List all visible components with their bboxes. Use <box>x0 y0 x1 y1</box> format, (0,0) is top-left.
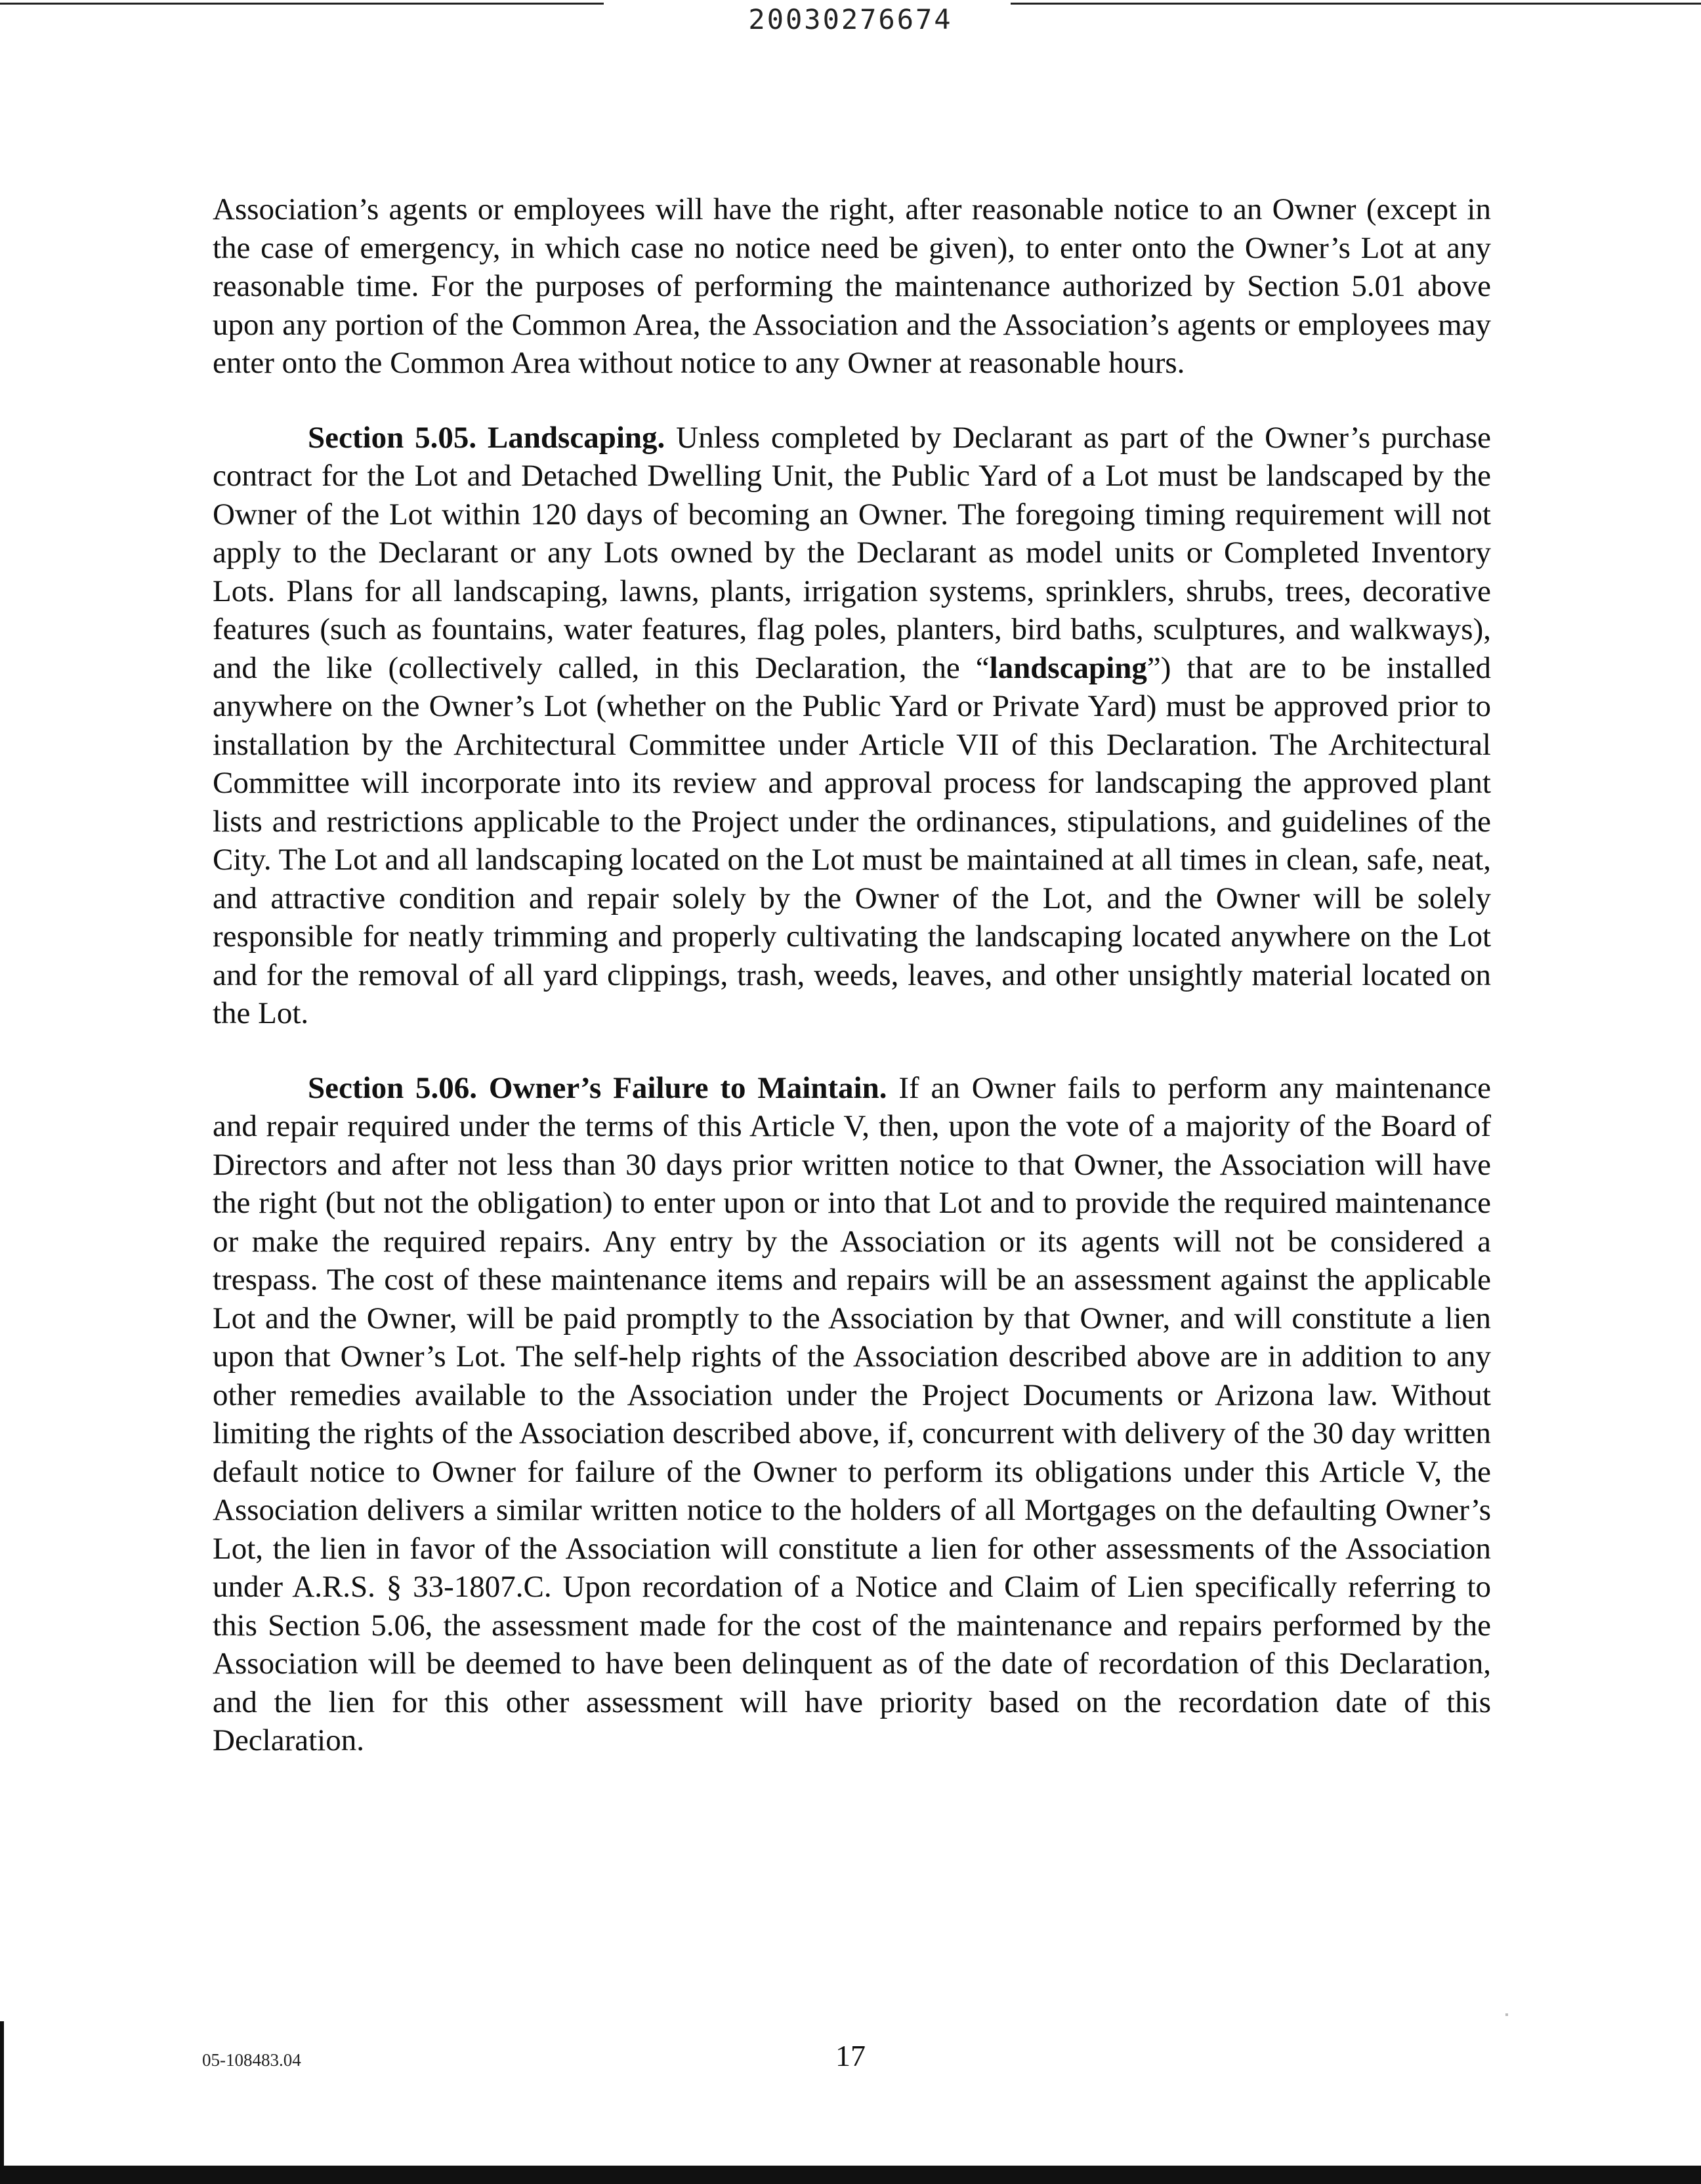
section-5-05-heading: Section 5.05. Landscaping. <box>308 420 665 455</box>
scan-bottom-edge <box>0 2166 1701 2184</box>
section-5-06-paragraph <box>213 1069 1491 1760</box>
document-body <box>213 190 1491 1796</box>
section-5-06-heading: Section 5.06. Owner’s Failure to Maintain. <box>308 1070 887 1105</box>
section-5-05-paragraph <box>213 419 1491 1033</box>
scan-left-edge <box>0 2021 4 2184</box>
defined-term-landscaping: landscaping <box>989 650 1147 685</box>
footer-document-code: 05-108483.04 <box>202 2050 301 2070</box>
section-5-05-text-part1: Unless completed by Declarant as part of the Owner’s purchase contract for the Lot and Detached Dwelling Unit, the Public Yard of a Lot must be landscaped by the Owner of the Lot within 120 days of becoming an Owner. The foregoing timing requirement will not apply to the Declarant or any Lots owned by the Declarant as model units or Completed Inventory Lots. Plans for all landscaping, lawns, plants, irrigation systems, sprinklers, shrubs, trees, decorative features (such as fountains, water features, flag poles, planters, bird baths, sculptures, and walkways), and the like (collectively called, in this Declaration, the “ <box>213 420 1492 685</box>
scan-speck <box>1505 2013 1508 2016</box>
continued-paragraph: Association’s agents or employees will have the right, after reasonable notice to an Owner (except in the case of emergency, in which case no notice need be given), to enter onto the Owner’s Lot at any reasonable time. For the purposes of performing the maintenance authorized by Section 5.01 above upon any portion of the Common Area, the Association and the Association’s agents or employees may enter onto the Common Area without notice to any Owner at reasonable hours. <box>213 192 1491 380</box>
recording-number: 20030276674 <box>748 3 953 35</box>
section-5-06-text: If an Owner fails to perform any maintenance and repair required under the terms of this Article V, then, upon the vote of a majority of the Board of Directors and after not less than 30 days prior written notice to that Owner, the Association will have the right (but not the obligation) to enter upon or into that Lot and to provide the required maintenance or make the required repairs. Any entry by the Association or its agents will not be considered a trespass. The cost of these maintenance items and repairs will be an assessment against the applicable Lot and the Owner, will be paid promptly to the Association by that Owner, and will constitute a lien upon that Owner’s Lot. The self-help rights of the Association described above are in addition to any other remedies available to the Association under the Project Documents or Arizona law. Without limiting the rights of the Association described above, if, concurrent with delivery of the 30 day written default notice to Owner for failure of the Owner to perform its obligations under this Article V, the Association delivers a similar written notice to the holders of all Mortgages on the defaulting Owner’s Lot, the lien in favor of the Association will constitute a lien for other assessments of the Association under A.R.S. § 33-1807.C. Upon recordation of a Notice and Claim of Lien specifically referring to this Section 5.06, the assessment made for the cost of the maintenance and repairs performed by the Association will be deemed to have been delinquent as of the date of recordation of this Declaration, and the lien for this other assessment will have priority based on the recordation date of this Declaration. <box>213 1070 1492 1757</box>
section-5-05-text-part2: ”) that are to be installed anywhere on the Owner’s Lot (whether on the Public Yard or Private Yard) must be approved prior to installation by the Architectural Committee under Article VII of this Declaration. The Architectural Committee will incorporate into its review and approval process for landscaping the approved plant lists and restrictions applicable to the Project under the ordinances, stipulations, and guidelines of the City. The Lot and all landscaping located on the Lot must be maintained at all times in clean, safe, neat, and attractive condition and repair solely by the Owner of the Lot, and the Owner will be solely responsible for neatly trimming and properly cultivating the landscaping located anywhere on the Lot and for the removal of all yard clippings, trash, weeds, leaves, and other unsightly material located on the Lot. <box>213 650 1492 1030</box>
page-number: 17 <box>835 2039 866 2072</box>
